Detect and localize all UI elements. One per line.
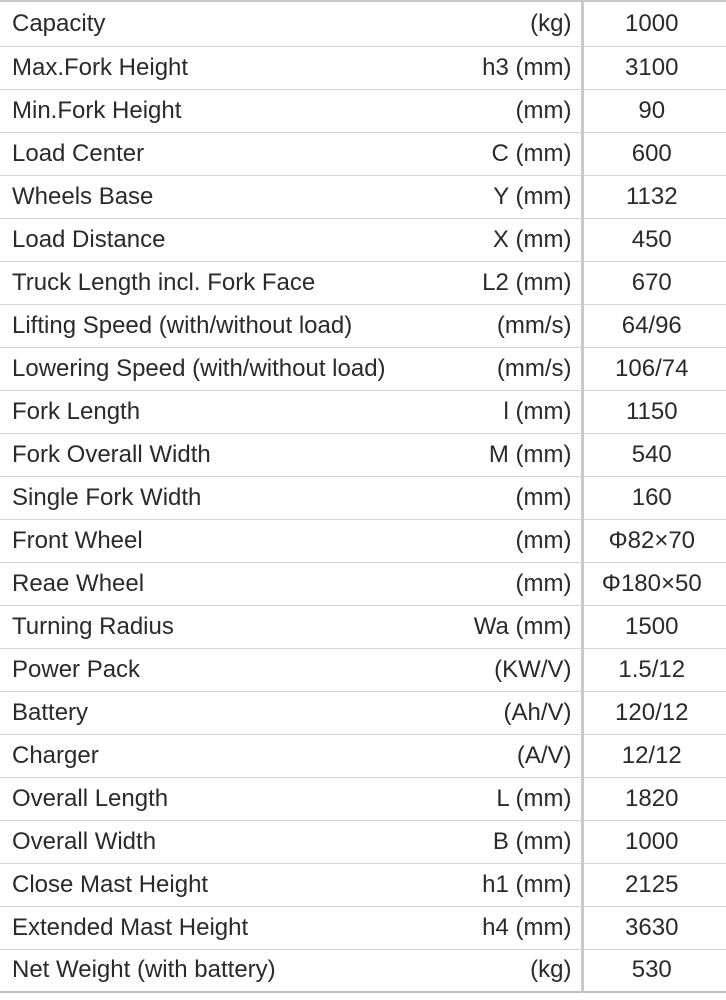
spec-unit: X (mm)	[432, 218, 582, 261]
table-row	[0, 863, 726, 906]
table-row	[0, 433, 726, 476]
table-row	[0, 777, 726, 820]
spec-value: 530	[582, 949, 726, 992]
spec-name: Single Fork Width	[0, 476, 432, 519]
table-row	[0, 218, 726, 261]
table-row	[0, 304, 726, 347]
table-row	[0, 476, 726, 519]
spec-name: Turning Radius	[0, 605, 432, 648]
spec-value: Φ180×50	[582, 562, 726, 605]
spec-unit: L (mm)	[432, 777, 582, 820]
spec-name: Power Pack	[0, 648, 432, 691]
spec-name: Close Mast Height	[0, 863, 432, 906]
spec-name: Max.Fork Height	[0, 46, 432, 89]
spec-unit: Wa (mm)	[432, 605, 582, 648]
table-row	[0, 906, 726, 949]
table-row	[0, 89, 726, 132]
spec-name: Extended Mast Height	[0, 906, 432, 949]
table-row	[0, 519, 726, 562]
spec-value: 106/74	[582, 347, 726, 390]
spec-name: Charger	[0, 734, 432, 777]
spec-value: 540	[582, 433, 726, 476]
spec-unit: Y (mm)	[432, 175, 582, 218]
spec-unit: h1 (mm)	[432, 863, 582, 906]
spec-value: 2125	[582, 863, 726, 906]
table-row	[0, 46, 726, 89]
spec-value: 1132	[582, 175, 726, 218]
spec-value: 120/12	[582, 691, 726, 734]
spec-name: Capacity	[0, 1, 432, 46]
spec-unit: (kg)	[432, 1, 582, 46]
table-row	[0, 605, 726, 648]
spec-value: 1000	[582, 820, 726, 863]
spec-name: Min.Fork Height	[0, 89, 432, 132]
spec-table-body	[0, 1, 726, 992]
table-row	[0, 562, 726, 605]
spec-unit: (mm/s)	[432, 304, 582, 347]
spec-value: 3630	[582, 906, 726, 949]
spec-name: Overall Length	[0, 777, 432, 820]
table-row	[0, 390, 726, 433]
table-row	[0, 820, 726, 863]
spec-value: 1500	[582, 605, 726, 648]
spec-unit: l (mm)	[432, 390, 582, 433]
spec-unit: C (mm)	[432, 132, 582, 175]
spec-name: Lifting Speed (with/without load)	[0, 304, 432, 347]
spec-value: 600	[582, 132, 726, 175]
spec-unit: M (mm)	[432, 433, 582, 476]
table-row	[0, 347, 726, 390]
spec-value: 12/12	[582, 734, 726, 777]
spec-value: 160	[582, 476, 726, 519]
spec-name: Wheels Base	[0, 175, 432, 218]
spec-value: 670	[582, 261, 726, 304]
spec-unit: L2 (mm)	[432, 261, 582, 304]
spec-name: Net Weight (with battery)	[0, 949, 432, 992]
table-row	[0, 734, 726, 777]
spec-value: 64/96	[582, 304, 726, 347]
table-row	[0, 648, 726, 691]
spec-unit: (mm)	[432, 476, 582, 519]
spec-unit: (mm)	[432, 562, 582, 605]
spec-name: Reae Wheel	[0, 562, 432, 605]
spec-name: Truck Length incl. Fork Face	[0, 261, 432, 304]
spec-value: 1000	[582, 1, 726, 46]
spec-name: Fork Length	[0, 390, 432, 433]
spec-value: 1.5/12	[582, 648, 726, 691]
spec-unit: h4 (mm)	[432, 906, 582, 949]
spec-value: Φ82×70	[582, 519, 726, 562]
table-row	[0, 691, 726, 734]
spec-name: Battery	[0, 691, 432, 734]
spec-name: Load Center	[0, 132, 432, 175]
table-row	[0, 261, 726, 304]
spec-unit: h3 (mm)	[432, 46, 582, 89]
spec-name: Load Distance	[0, 218, 432, 261]
spec-unit: (kg)	[432, 949, 582, 992]
spec-value: 1150	[582, 390, 726, 433]
spec-name: Front Wheel	[0, 519, 432, 562]
spec-value: 3100	[582, 46, 726, 89]
spec-unit: (KW/V)	[432, 648, 582, 691]
table-row	[0, 132, 726, 175]
spec-unit: (mm)	[432, 89, 582, 132]
spec-name: Fork Overall Width	[0, 433, 432, 476]
table-row	[0, 175, 726, 218]
table-row	[0, 949, 726, 992]
spec-unit: (mm/s)	[432, 347, 582, 390]
table-row	[0, 1, 726, 46]
spec-name: Overall Width	[0, 820, 432, 863]
spec-name: Lowering Speed (with/without load)	[0, 347, 432, 390]
spec-value: 450	[582, 218, 726, 261]
spec-unit: (A/V)	[432, 734, 582, 777]
spec-unit: B (mm)	[432, 820, 582, 863]
spec-value: 1820	[582, 777, 726, 820]
spec-value: 90	[582, 89, 726, 132]
spec-unit: (mm)	[432, 519, 582, 562]
spec-unit: (Ah/V)	[432, 691, 582, 734]
